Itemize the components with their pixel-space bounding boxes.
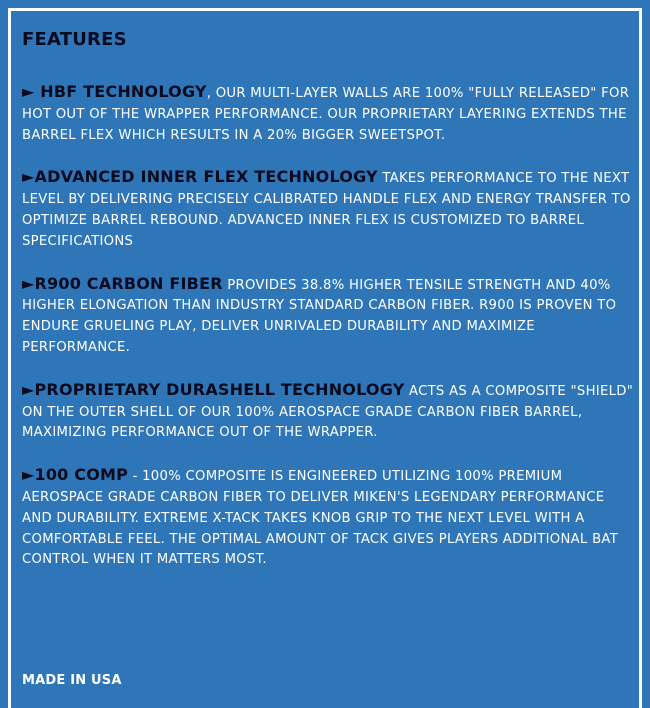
feature-description: , OUR MULTI-LAYER WALLS ARE 100% "FULLY RELEASED" FOR HOT OUT OF THE WRAPPER PERFORMANCE. OUR PROPRIETARY LAYERING EXTENDS THE BARREL FLEX WHICH RESULTS IN A 20% BIGGER SWEETSPOT.: [22, 86, 630, 143]
feature-durashell-technology: [22, 380, 634, 444]
feature-title: ►100 COMP: [22, 465, 129, 485]
feature-r900-carbon-fiber: [22, 274, 634, 359]
feature-description: TAKES PERFORMANCE TO THE NEXT LEVEL BY DELIVERING PRECISELY CALIBRATED HANDLE FLEX AND ENERGY TRANSFER TO OPTIMIZE BARREL REBOUND. ADVANCED INNER FLEX IS CUSTOMIZED TO BARREL SPECIFICATIONS: [22, 171, 631, 249]
feature-description: - 100% COMPOSITE IS ENGINEERED UTILIZING 100% PREMIUM AEROSPACE GRADE CARBON FIBER TO DELIVER MIKEN'S LEGENDARY PERFORMANCE AND DURABILITY. EXTREME X-TACK TAKES KNOB GRIP TO THE NEXT LEVEL WITH A COMFORTABLE FEEL. THE OPTIMAL AMOUNT OF TACK GIVES PLAYERS ADDITIONAL BAT CONTROL WHEN IT MATTERS MOST.: [22, 469, 619, 568]
features-heading: FEATURES: [22, 29, 127, 50]
feature-description: ACTS AS A COMPOSITE "SHIELD" ON THE OUTER SHELL OF OUR 100% AEROSPACE GRADE CARBON FIBER BARREL, MAXIMIZING PERFORMANCE OUT OF THE WRAPPER.: [22, 383, 634, 441]
made-in-usa-label: MADE IN USA: [22, 673, 122, 688]
feature-title: ►PROPRIETARY DURASHELL TECHNOLOGY: [22, 379, 405, 399]
feature-title: ►ADVANCED INNER FLEX TECHNOLOGY: [22, 167, 378, 187]
feature-hbf-technology: [22, 82, 634, 146]
feature-advanced-inner-flex: [22, 167, 634, 252]
features-content: [22, 28, 634, 592]
feature-100-comp: [22, 465, 634, 571]
feature-title: ► HBF TECHNOLOGY: [22, 82, 207, 101]
feature-title: ►R900 CARBON FIBER: [22, 273, 223, 293]
feature-description: PROVIDES 38.8% HIGHER TENSILE STRENGTH AND 40% HIGHER ELONGATION THAN INDUSTRY STANDARD CARBON FIBER. R900 IS PROVEN TO ENDURE GRUELING PLAY, DELIVER UNRIVALED DURABILITY AND MAXIMIZE PERFORMANCE.: [22, 277, 617, 355]
